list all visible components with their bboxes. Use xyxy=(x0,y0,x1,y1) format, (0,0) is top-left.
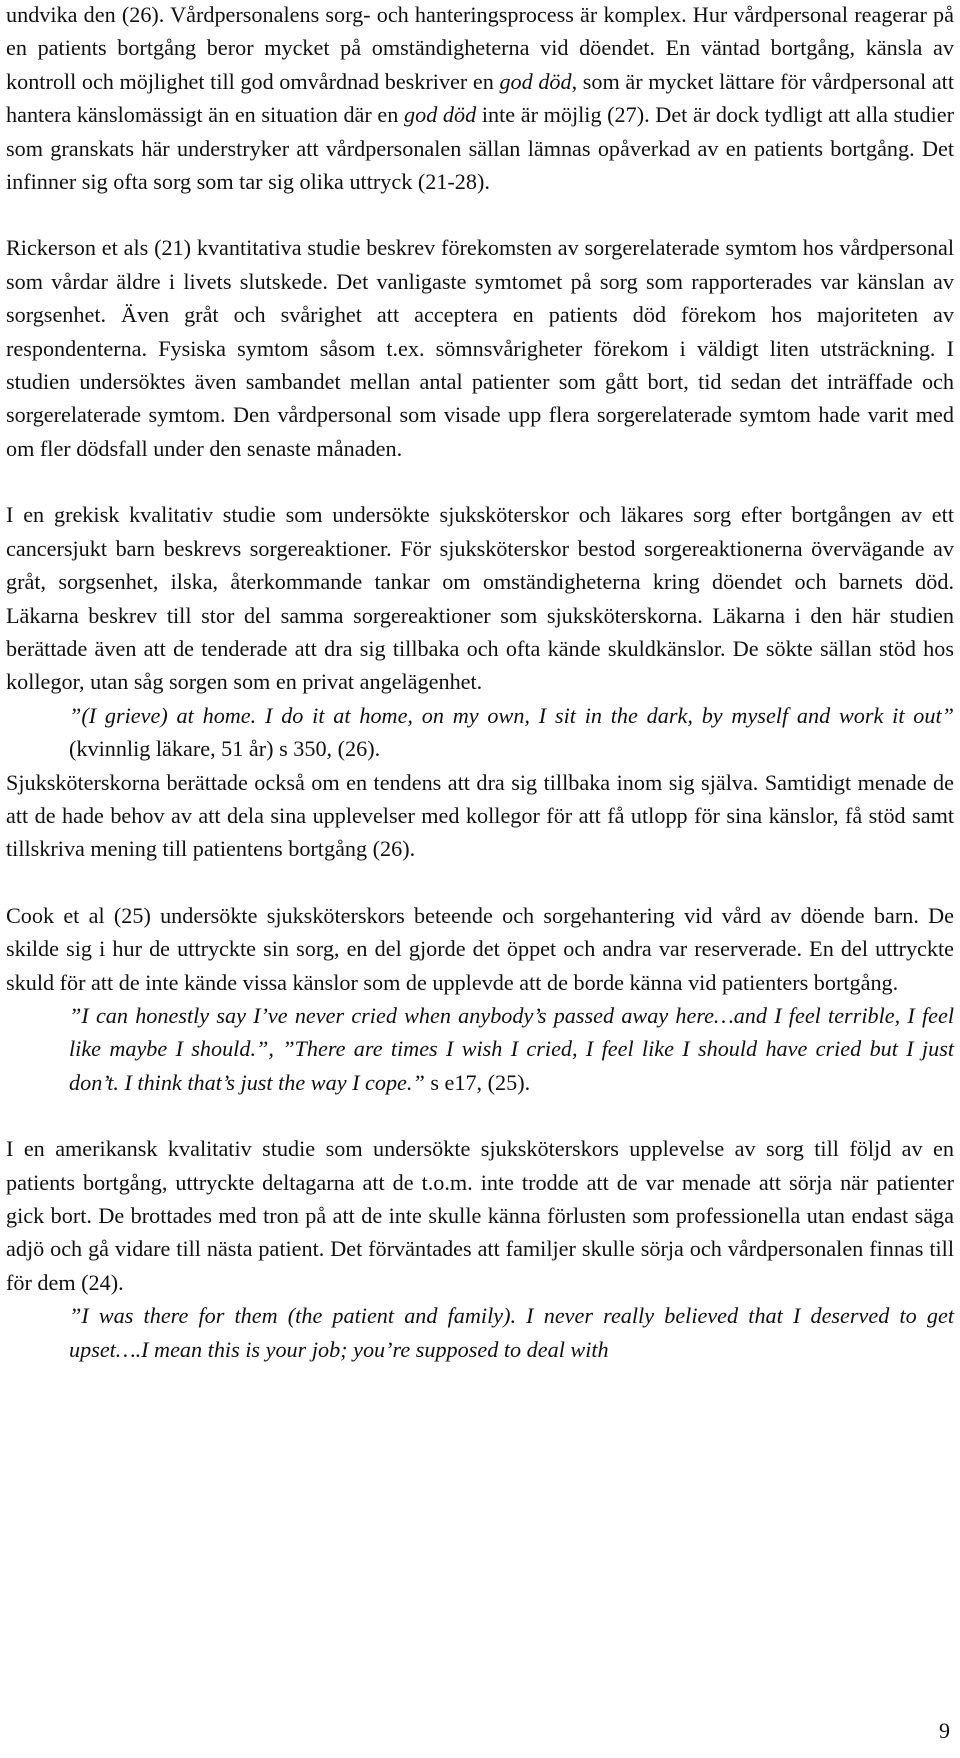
paragraph: Rickerson et als (21) kvantitativa studie beskrev förekomsten av sorgerelaterade symtom hos vårdpersonal som vårdar äldre i livets slutskede. Det vanligaste symtomet på sorg som rapporterades var känslan av sorgsenhet. Även gråt och svårighet att acceptera en patients död förekom hos majoriteten av respondenterna. Fysiska symtom såsom t.ex. sömnsvårigheter förekom i väldigt liten utsträckning. I studien undersöktes även sambandet mellan antal patienter som gått bort, tid sedan det inträffade och sorgerelaterade symtom. Den vårdpersonal som visade upp flera sorgerelaterade symtom hade varit med om fler dödsfall under den senaste månaden. xyxy=(6,235,954,461)
quote-source: s e17, (25). xyxy=(424,1069,531,1095)
paragraph: Sjuksköterskorna berättade också om en tendens att dra sig tillbaka inom sig själva. Samtidigt menade de att de hade behov av att dela sina upplevelser med kollegor för att få utlopp för sina känslor, få stöd samt tillskriva mening till patientens bortgång (26). xyxy=(6,769,954,862)
paragraph: I en grekisk kvalitativ studie som undersökte sjuksköterskor och läkares sorg efter bortgången av ett cancersjukt barn beskrevs sorgereaktioner. För sjuksköterskor bestod sorgereaktionerna övervägande av gråt, sorgsenhet, ilska, återkommande tankar om omständigheterna kring döendet och barnets död. Läkarna beskrev till stor del samma sorgereaktioner som sjuksköterskorna. Läkarna i den här studien berättade även att de tenderade att dra sig tillbaka och ofta kände skuldkänslor. De sökte sällan stöd hos kollegor, utan såg sorgen som en privat angelägenhet. xyxy=(6,502,954,695)
text-run: undvika den (26). Vårdpersonalens sorg- och hanteringsprocess är komplex. Hur vårdpersonal reagerar på en patients bortgång beror mycket på omständigheterna vid döendet. En väntad bortgång, känsla av kontroll och möjlighet till god omvårdnad beskriver en xyxy=(6,2,954,94)
paragraph-spacer xyxy=(6,465,954,498)
paragraph: I en amerikansk kvalitativ studie som undersökte sjuksköterskors upplevelse av sorg till följd av en patients bortgång, uttryckte deltagarna att de t.o.m. inte trodde att de var menade att sörja när patienter gick bort. De brottades med tron på att de inte skulle känna förlusten som professionella utan endast säga adjö och gå vidare till nästa patient. Det förväntades att familjer skulle sörja och vårdpersonalen finnas till för dem (24). xyxy=(6,1136,954,1295)
paragraph-spacer xyxy=(6,198,954,231)
text-run: , som är mycket lättare för vårdpersonal att hantera känslomässigt än en situation där en xyxy=(6,68,954,128)
quote-source: (kvinnlig läkare, 51 år) s 350, (26). xyxy=(69,736,381,762)
page-number: 9 xyxy=(939,1718,950,1743)
block-quote xyxy=(6,699,954,766)
emphasis-text: god död xyxy=(499,68,572,94)
body-text xyxy=(6,0,954,1366)
emphasis-text: god död xyxy=(404,102,477,128)
quote-text: ”I can honestly say I’ve never cried when anybody’s passed away here…and I feel terrible, I feel like maybe I should.”, ”There are times I wish I cried, I feel like I should have cried but I just don’t. I think that’s just the way I cope.” xyxy=(69,1002,954,1095)
paragraph-spacer xyxy=(6,1099,954,1132)
block-quote: ”I was there for them (the patient and family). I never really believed that I deserved to get upset….I mean this is your job; you’re supposed to deal with xyxy=(69,1303,954,1362)
paragraph xyxy=(6,0,954,198)
paragraph-spacer xyxy=(6,866,954,899)
block-quote xyxy=(6,999,954,1099)
paragraph: Cook et al (25) undersökte sjuksköterskors beteende och sorgehantering vid vård av döende barn. De skilde sig i hur de uttryckte sin sorg, en del gjorde det öppet och andra var reserverade. En del uttryckte skuld för att de inte kände vissa känslor som de upplevde att de borde känna vid patienters bortgång. xyxy=(6,902,954,995)
quote-text: ”(I grieve) at home. I do it at home, on my own, I sit in the dark, by myself and work it out” xyxy=(69,702,954,728)
text-run: inte är möjlig (27). Det är dock tydligt att alla studier som granskats här understryker att vårdpersonalen sällan lämnas opåverkad av en patients bortgång. Det infinner sig ofta sorg som tar sig olika uttryck (21-28). xyxy=(6,102,955,195)
